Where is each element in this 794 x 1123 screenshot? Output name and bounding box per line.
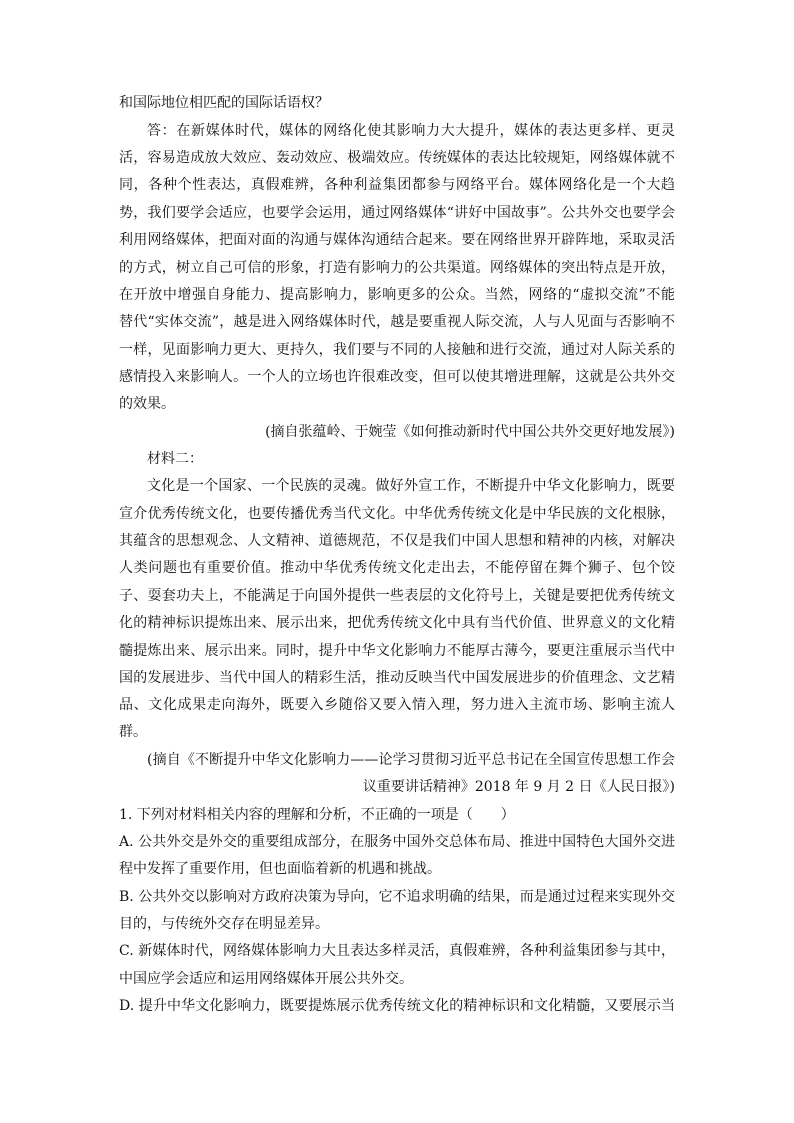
material-2-line: 宣介优秀传统文化，也要传播优秀当代文化。中华优秀传统文化是中华民族的文化根脉， — [119, 506, 675, 522]
material-2-line: 群。 — [119, 724, 147, 740]
answer-line: 活，容易造成放大效应、轰动效应、极端效应。传统媒体的表达比较规矩，网络媒体就不 — [119, 150, 675, 166]
material-2-title: 材料二： — [147, 451, 203, 467]
answer-line: 利用网络媒体，把面对面的沟通与媒体沟通结合起来。要在网络世界开辟阵地，采取灵活 — [119, 232, 675, 248]
option-a-line: 程中发挥了重要作用，但也面临着新的机遇和挑战。 — [119, 861, 441, 877]
material-2-line: 髓提炼出来、展示出来。同时，提升中华文化影响力不能厚古薄今，要更注重展示当代中 — [119, 643, 675, 659]
option-d-line: D. 提升中华文化影响力，既要提炼展示优秀传统文化的精神标识和文化精髓，又要展示当 — [119, 998, 675, 1014]
material-2-line: 化的精神标识提炼出来、展示出来，把优秀传统文化中具有当代价值、世界意义的文化精 — [119, 615, 675, 631]
option-b-line: 目的，与传统外交存在明显差异。 — [119, 916, 329, 932]
material-2-line: 子、耍套功夫上，不能满足于向国外提供一些表层的文化符号上，关键是要把优秀传统文 — [119, 588, 675, 604]
answer-line: 在开放中增强自身能力、提高影响力，影响更多的公众。当然，网络的“虚拟交流”不能 — [119, 287, 675, 303]
answer-line: 势，我们要学会适应，也要学会运用，通过网络媒体“讲好中国故事”。公共外交也要学会 — [119, 205, 675, 221]
intro-line: 和国际地位相匹配的国际话语权？ — [119, 95, 329, 111]
material-2-line: 国的发展进步、当代中国人的精彩生活，推动反映当代中国发展进步的价值理念、文艺精 — [119, 670, 675, 686]
answer-line: 的效果。 — [119, 396, 175, 412]
option-a-line: A. 公共外交是外交的重要组成部分，在服务中国外交总体布局、推进中国特色大国外交进 — [119, 834, 675, 850]
answer-line: 替代“实体交流”，越是进入网络媒体时代，越是要重视人际交流，人与人见面与否影响不 — [119, 314, 675, 330]
question-1: 1. 下列对材料相关内容的理解和分析，不正确的一项是（ ） — [119, 807, 515, 823]
option-c-line: C. 新媒体时代，网络媒体影响力大且表达多样灵活，真假难辨，各种利益集团参与其中， — [119, 943, 675, 959]
source-citation-1: (摘自张蕴岭、于婉莹《如何推动新时代中国公共外交更好地发展》) — [265, 424, 675, 440]
option-c-line: 中国应学会适应和运用网络媒体开展公共外交。 — [119, 971, 413, 987]
answer-line: 一样，见面影响力更大、更持久，我们要与不同的人接触和进行交流，通过对人际关系的 — [119, 342, 675, 358]
answer-line: 答：在新媒体时代，媒体的网络化使其影响力大大提升，媒体的表达更多样、更灵 — [147, 123, 675, 139]
option-b-line: B. 公共外交以影响对方政府决策为导向，它不追求明确的结果，而是通过过程来实现外交 — [119, 889, 675, 905]
material-2-line: 品、文化成果走向海外，既要入乡随俗又要入情入理，努力进入主流市场、影响主流人 — [119, 697, 675, 713]
answer-line: 的方式，树立自己可信的形象，打造有影响力的公共渠道。网络媒体的突出特点是开放， — [119, 260, 675, 276]
material-2-line: 人类问题也有重要价值。推动中华优秀传统文化走出去，不能停留在舞个狮子、包个饺 — [119, 560, 675, 576]
document-body — [119, 0, 675, 1123]
answer-line: 同，各种个性表达，真假难辨，各种利益集团都参与网络平台。媒体网络化是一个大趋 — [119, 177, 675, 193]
source-citation-2-line-2: 议重要讲话精神》2018 年 9 月 2 日《人民日报》) — [362, 779, 675, 795]
answer-line: 感情投入来影响人。一个人的立场也许很难改变，但可以使其增进理解，这就是公共外交 — [119, 369, 675, 385]
source-citation-2-line-1: (摘自《不断提升中华文化影响力——论学习贯彻习近平总书记在全国宣传思想工作会 — [147, 752, 675, 768]
material-2-line: 其蕴含的思想观念、人文精神、道德规范，不仅是我们中国人思想和精神的内核，对解决 — [119, 533, 675, 549]
material-2-line: 文化是一个国家、一个民族的灵魂。做好外宣工作，不断提升中华文化影响力，既要 — [147, 478, 675, 494]
